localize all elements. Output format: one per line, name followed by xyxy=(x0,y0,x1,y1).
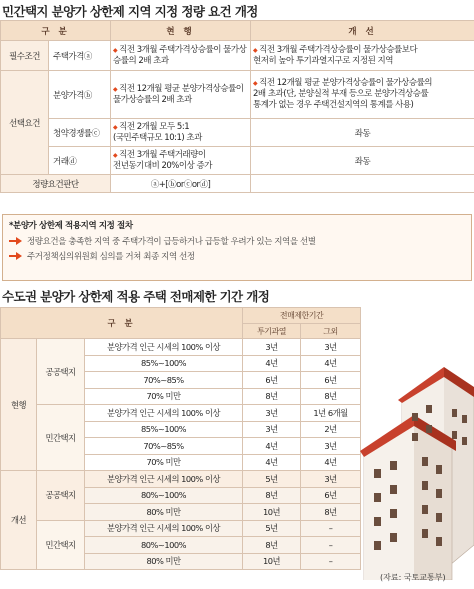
table-cell: 70%~85% xyxy=(85,372,243,389)
table-cell: 85%~100% xyxy=(85,355,243,372)
comp-sub: 청약경쟁률ⓒ xyxy=(49,119,111,147)
trade-new: 좌동 xyxy=(251,147,474,175)
trade-current: ◆ 직전 3개월 주택거래량이 전년동기대비 20%이상 증가 xyxy=(111,147,251,175)
table-cell: – xyxy=(301,553,361,570)
table-cell: 3년 xyxy=(243,405,301,422)
header-current: 현 행 xyxy=(111,21,251,41)
table-cell: 8년 xyxy=(243,487,301,504)
page-title-1: 민간택지 분양가 상한제 지역 지정 정량 요건 개정 xyxy=(2,4,258,18)
table-cell: 4년 xyxy=(301,454,361,471)
table-cell: 분양가격 인근 시세의 100% 이상 xyxy=(85,520,243,537)
procedure-item-2: 주거정책심의위원회 심의를 거쳐 최종 지역 선정 xyxy=(9,250,465,262)
trade-sub: 거래ⓓ xyxy=(49,147,111,175)
procedure-heading: *분양가 상한제 적용지역 지정 절차 xyxy=(9,221,133,231)
table-cell: 분양가격 인근 시세의 100% 이상 xyxy=(85,405,243,422)
current-public-label: 공공택지 xyxy=(37,339,85,405)
source-note: (자료: 국토교통부) xyxy=(380,573,446,582)
table-cell: 3년 xyxy=(243,421,301,438)
table-cell: 80%~100% xyxy=(85,487,243,504)
table-cell: 10년 xyxy=(243,553,301,570)
must-sub: 주택가격ⓐ xyxy=(49,41,111,71)
improved-public-label: 공공택지 xyxy=(37,471,85,521)
improved-label: 개선 xyxy=(1,471,37,570)
sale-new: ◆ 직전 12개월 평균 분양가격상승률이 물가상승률의 2배 초과(단, 분양실적 부재 등으로 분양가격상승률 통계가 없는 경우 주택건설지역의 통계를 사용) xyxy=(251,71,474,119)
table-cell: 4년 xyxy=(243,454,301,471)
resale-period-table xyxy=(0,307,361,570)
table-cell: 80% 미만 xyxy=(85,504,243,521)
procedure-item-1: 정량요건을 충족한 지역 중 주택가격이 급등하거나 급등할 우려가 있는 지역을 선별 xyxy=(9,235,465,247)
must-current: ◆ 직전 3개월 주택가격상승률이 물가상승률의 2배 초과 xyxy=(111,41,251,71)
table-cell: 70% 미만 xyxy=(85,388,243,405)
header-new: 개 선 xyxy=(251,21,474,41)
table-cell: 4년 xyxy=(243,355,301,372)
improved-private-label: 민간택지 xyxy=(37,520,85,570)
table-cell: 8년 xyxy=(301,504,361,521)
table-cell: 80%~100% xyxy=(85,537,243,554)
table-cell: 3년 xyxy=(301,438,361,455)
sale-current: ◆ 직전 12개월 평균 분양가격상승률이 물가상승률의 2배 초과 xyxy=(111,71,251,119)
table-cell: 6년 xyxy=(301,487,361,504)
table-cell: 3년 xyxy=(301,339,361,356)
table-cell: – xyxy=(301,520,361,537)
table-cell: 분양가격 인근 시세의 100% 이상 xyxy=(85,471,243,488)
header-col-other: 그외 xyxy=(301,324,361,339)
header-period: 전매제한기간 xyxy=(243,308,361,324)
header-col-speculation: 투기과열 xyxy=(243,324,301,339)
criteria-label: 정량요건판단 xyxy=(1,175,111,193)
table-cell: 2년 xyxy=(301,421,361,438)
comp-new: 좌동 xyxy=(251,119,474,147)
criteria-value: ⓐ+[ⓑorⓒorⓓ] xyxy=(111,175,251,193)
current-label: 현행 xyxy=(1,339,37,471)
must-label: 필수조건 xyxy=(1,41,49,71)
header-main: 구 분 xyxy=(1,308,243,339)
table-cell: 8년 xyxy=(243,537,301,554)
table-cell: 3년 xyxy=(243,339,301,356)
arrow-right-icon xyxy=(9,237,23,245)
table-cell: 분양가격 인근 시세의 100% 이상 xyxy=(85,339,243,356)
comp-current: ◆ 직전 2개월 모두 5:1 (국민주택규모 10:1) 초과 xyxy=(111,119,251,147)
arrow-right-icon xyxy=(9,252,23,260)
procedure-box xyxy=(2,214,472,281)
criteria-empty xyxy=(251,175,474,193)
table-cell: 8년 xyxy=(301,388,361,405)
select-label: 선택요건 xyxy=(1,71,49,175)
table-cell: – xyxy=(301,537,361,554)
requirement-table xyxy=(0,20,474,193)
table-cell: 70%~85% xyxy=(85,438,243,455)
table-cell: 80% 미만 xyxy=(85,553,243,570)
table-cell: 85%~100% xyxy=(85,421,243,438)
table-cell: 1년 6개월 xyxy=(301,405,361,422)
table-cell: 4년 xyxy=(243,438,301,455)
table-cell: 70% 미만 xyxy=(85,454,243,471)
header-category: 구 분 xyxy=(1,21,111,41)
page-title-2: 수도권 분양가 상한제 적용 주택 전매제한 기간 개정 xyxy=(2,289,270,303)
table-cell: 6년 xyxy=(243,372,301,389)
sale-sub: 분양가격ⓑ xyxy=(49,71,111,119)
table-cell: 5년 xyxy=(243,520,301,537)
table-cell: 10년 xyxy=(243,504,301,521)
table-cell: 3년 xyxy=(301,471,361,488)
table-cell: 5년 xyxy=(243,471,301,488)
table-cell: 8년 xyxy=(243,388,301,405)
current-private-label: 민간택지 xyxy=(37,405,85,471)
table-cell: 4년 xyxy=(301,355,361,372)
table-cell: 6년 xyxy=(301,372,361,389)
apartment-building-illustration xyxy=(360,345,474,580)
must-new: ◆ 직전 3개월 주택가격상승률이 물가상승률보다 현저히 높아 투기과열지구로 지정된 지역 xyxy=(251,41,474,71)
